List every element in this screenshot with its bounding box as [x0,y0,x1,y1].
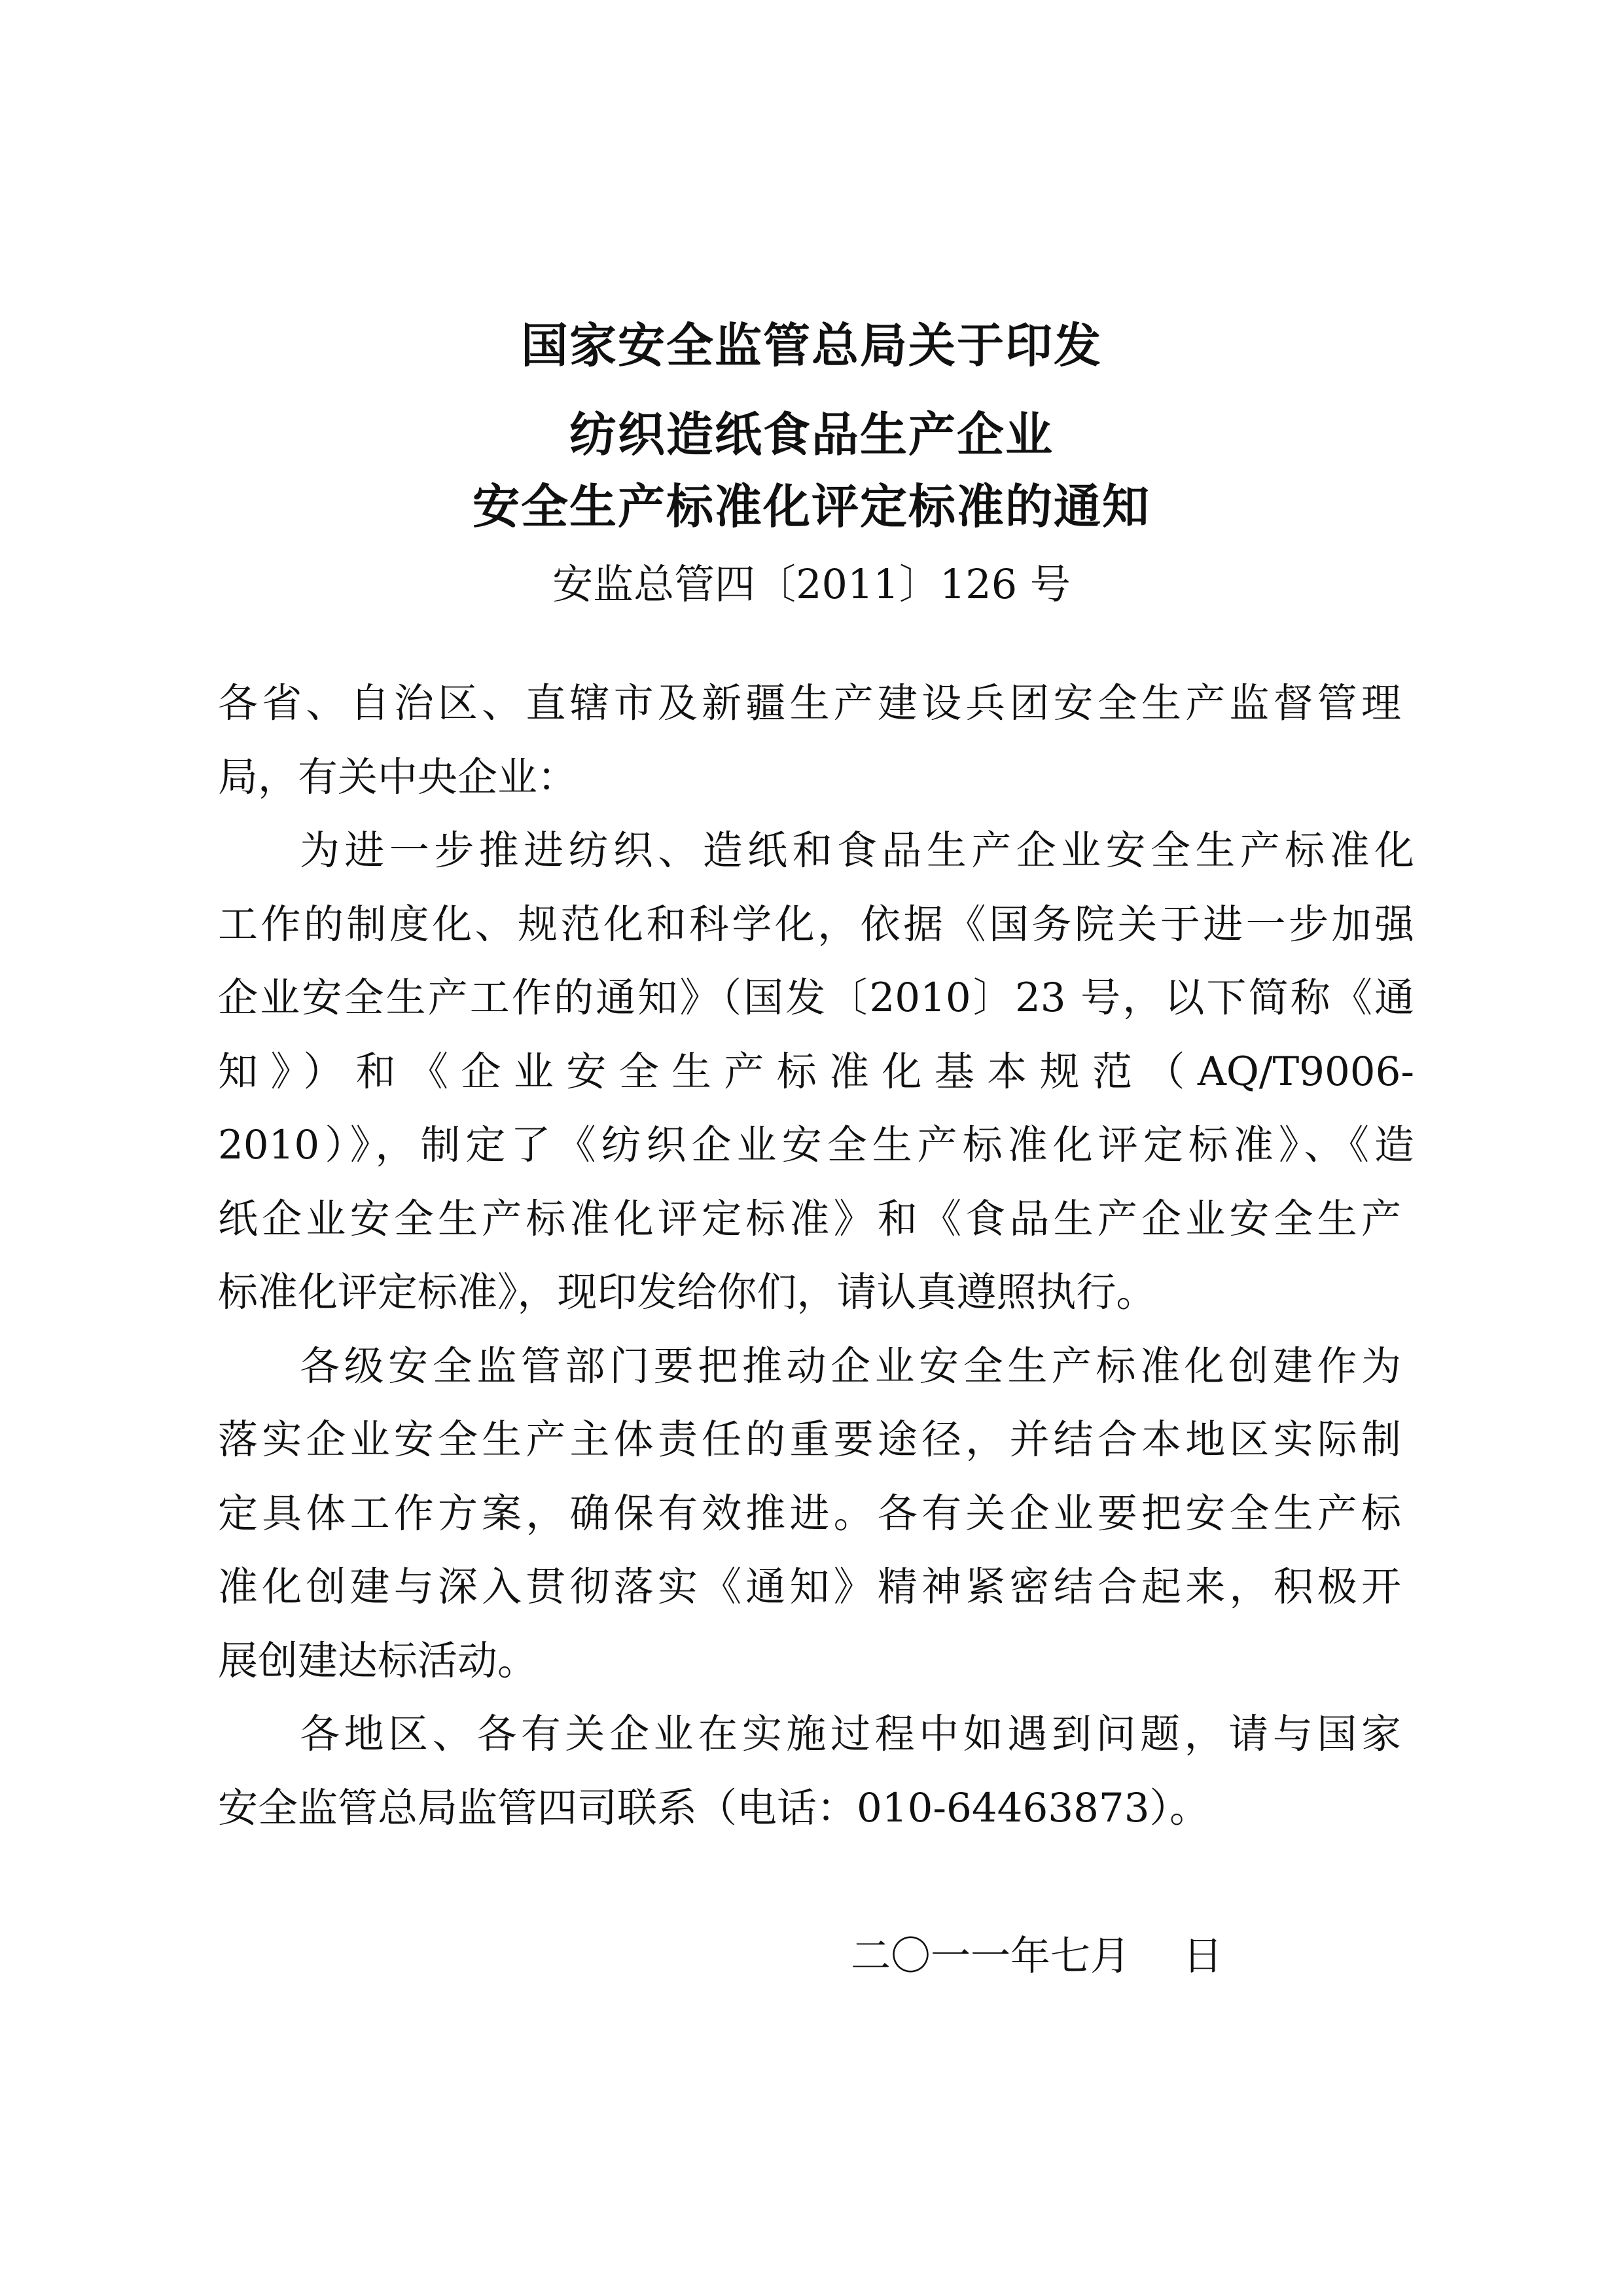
paragraph-1-line-6: 纸企业安全生产标准化评定标准》和《食品生产企业安全生产 [218,1196,1401,1242]
paragraph-2-line-1: 各级安全监管部门要把推动企业安全生产标准化创建作为 [300,1343,1401,1390]
document-number: 安监总管四〔2011〕126 号 [552,560,1071,608]
title-line-3: 安全生产标准化评定标准的通知 [472,479,1150,534]
paragraph-1-line-1: 为进一步推进纺织、造纸和食品生产企业安全生产标准化 [300,827,1414,874]
paragraph-1-line-7: 标准化评定标准》，现印发给你们，请认真遵照执行。 [218,1269,1156,1316]
addressee-line-2: 局，有关中央企业： [218,754,578,800]
title-line-2: 纺织造纸食品生产企业 [569,407,1054,462]
issue-date: 二〇一一年七月 日 [851,1933,1223,1979]
addressee-line-1: 各省、自治区、直辖市及新疆生产建设兵团安全生产监督管理 [218,680,1401,726]
paragraph-2-line-4: 准化创建与深入贯彻落实《通知》精神紧密结合起来，积极开 [218,1564,1401,1610]
paragraph-2-line-2: 落实企业安全生产主体责任的重要途径，并结合本地区实际制 [218,1416,1401,1463]
paragraph-1-line-3: 企业安全生产工作的通知》（国发〔2010〕23 号，以下简称《通 [218,975,1414,1021]
title-line-1: 国家安全监管总局关于印发 [520,318,1102,373]
paragraph-1-line-4: 知》）和《企业安全生产标准化基本规范（AQ/T9006- [218,1049,1414,1095]
paragraph-2-line-5: 展创建达标活动。 [218,1638,538,1684]
paragraph-1-line-2: 工作的制度化、规范化和科学化，依据《国务院关于进一步加强 [218,901,1414,948]
paragraph-3-line-1: 各地区、各有关企业在实施过程中如遇到问题，请与国家 [300,1711,1401,1757]
paragraph-1-line-5: 2010）》，制定了《纺织企业安全生产标准化评定标准》、《造 [218,1122,1414,1168]
paragraph-2-line-3: 定具体工作方案，确保有效推进。各有关企业要把安全生产标 [218,1490,1401,1537]
paragraph-3-line-2: 安全监管总局监管四司联系（电话：010-64463873）。 [218,1785,1210,1831]
